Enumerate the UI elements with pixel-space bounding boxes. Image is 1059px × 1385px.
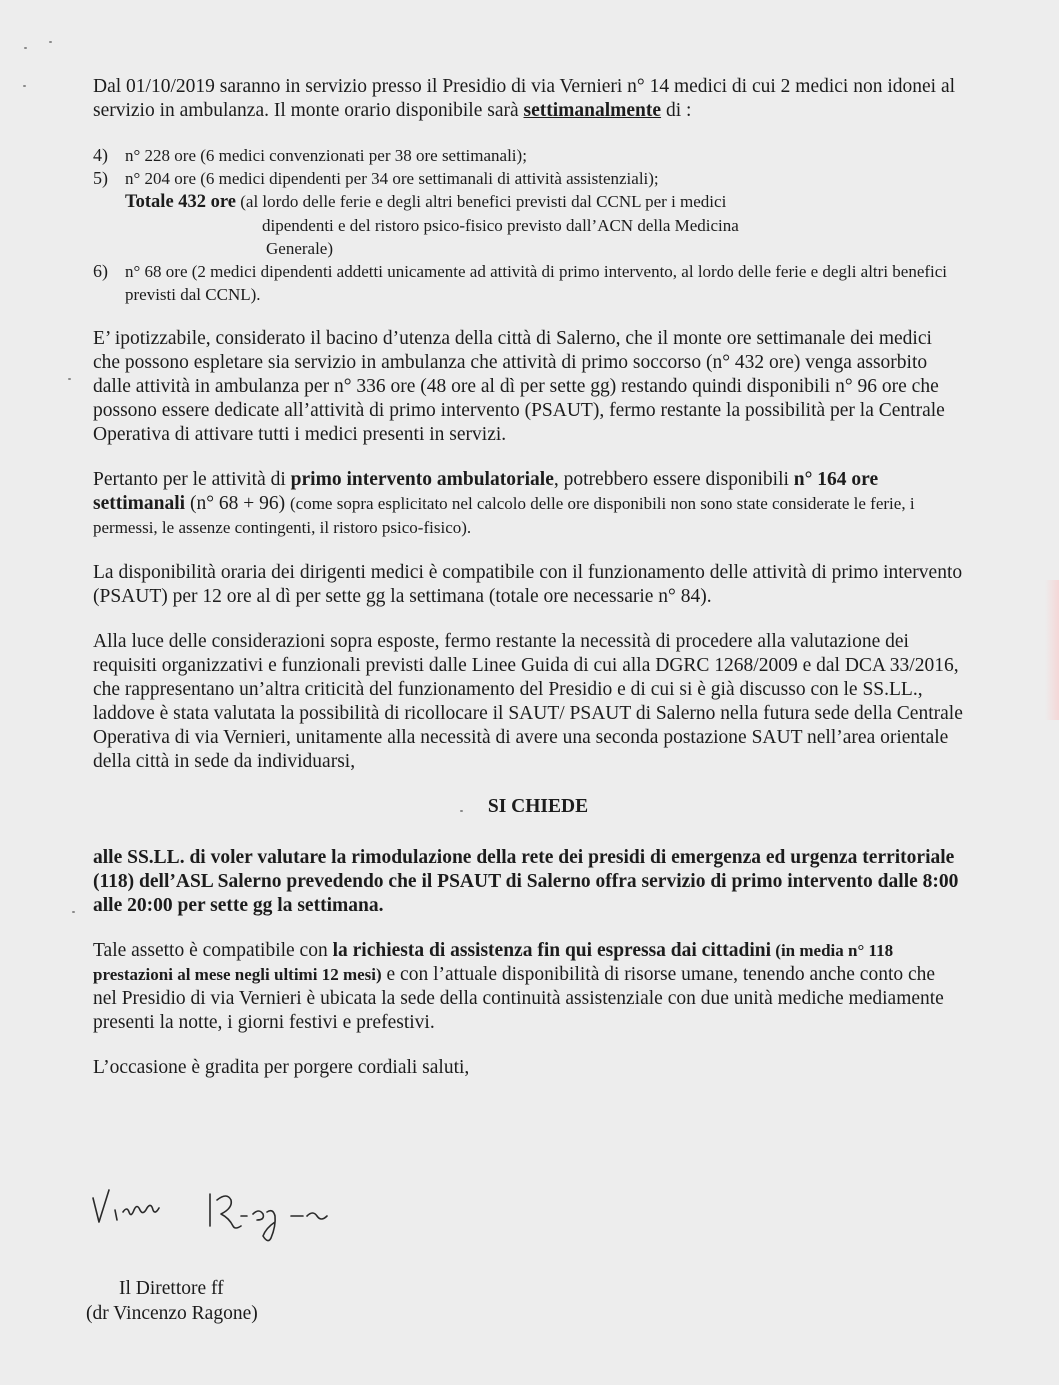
handwritten-signature xyxy=(85,1180,345,1255)
letter-body xyxy=(93,75,963,1101)
list-item xyxy=(93,167,963,190)
assetto-text: e con l’attuale disponibilità di risorse umane, tenendo anche conto che nel Presidio di via Vernieri è ubicata la sede della continuità assistenziale con due unità mediche mediamente presenti la notte, i giorni festivi e prefestivi. xyxy=(93,964,944,1033)
closing-line: L’occasione è gradita per porgere cordiali saluti, xyxy=(93,1057,470,1078)
totale-note-line: (al lordo delle ferie e degli altri benefici previsti dal CCNL per i medici xyxy=(236,192,727,211)
scan-speck xyxy=(23,85,26,87)
hours-list xyxy=(93,144,963,306)
director-name: (dr Vincenzo Ragone) xyxy=(86,1303,258,1324)
list-item xyxy=(93,144,963,167)
list-item-number: 4) xyxy=(93,145,108,165)
list-item-text: n° 204 ore (6 medici dipendenti per 34 ore settimanali di attività assistenziali); xyxy=(125,169,659,188)
list-item-number: 5) xyxy=(93,168,108,188)
list-item-number: 6) xyxy=(93,261,108,281)
pertanto-note: (come sopra esplicitato nel calcolo delle ore disponibili non sono state considerate le ferie, i permessi, le assenze contingenti, il ristoro psico-fisico). xyxy=(93,494,915,537)
totale-note-line: dipendenti e del ristoro psico-fisico previsto dall’ACN della Medicina xyxy=(262,216,739,235)
assetto-paragraph xyxy=(93,939,963,1035)
totale-label: Totale 432 ore xyxy=(125,192,236,212)
intro-emphasis: settimanalmente xyxy=(523,100,662,121)
intro-text: Dal 01/10/2019 saranno in servizio presso il Presidio di via Vernieri n° 14 medici di cui 2 medici non idonei al servizio in ambulanza. Il monte orario disponibile sarà xyxy=(93,76,956,121)
assetto-stats: (in media n° 118 prestazioni al mese negli ultimi 12 mesi) xyxy=(93,941,894,984)
scan-speck xyxy=(49,41,52,43)
list-item-text: n° 68 ore (2 medici dipendenti addetti unicamente ad attività di primo intervento, al lordo delle ferie e degli altri benefici previsti dal CCNL). xyxy=(125,262,948,304)
luce-paragraph: Alla luce delle considerazioni sopra esposte, fermo restante la necessità di procedere alla valutazione dei requisiti organizzativi e funzionali previsti dalle Linee Guida di cui alla DGRC 1268/2009 e dal DCA 33/2016, che rappresentano un’altra criticità del funzionamento del Presidio e di cui si è già discusso con le SS.LL., laddove è stata valutata la possibilità di ricollocare il SAUT/ PSAUT di Salerno nella futura sede della Centrale Operativa di via Vernieri, unitamente alla necessità di avere una seconda postazione SAUT nell’area orientale della città in sede da individuarsi, xyxy=(93,631,963,772)
list-item-text: n° 228 ore (6 medici convenzionati per 38 ore settimanali); xyxy=(125,146,527,165)
totale-block xyxy=(125,190,963,260)
intro-text-end: di : xyxy=(661,100,692,121)
director-title: Il Direttore ff xyxy=(119,1278,224,1299)
pertanto-text: (n° 68 + 96) xyxy=(185,493,290,514)
totale-note-line: Generale) xyxy=(266,239,334,258)
pertanto-hours: n° 164 ore settimanali xyxy=(93,469,879,514)
ipotizzabile-paragraph: E’ ipotizzabile, considerato il bacino d’utenza della città di Salerno, che il monte ore settimanale dei medici che possono espletare sia servizio in ambulanza che attività di primo soccorso (n° 432 ore) venga assorbito dalle attività in ambulanza per n° 336 ore (48 ore al dì per sette gg) restando quindi disponibili n° 96 ore che possono essere dedicate all’attività di primo intervento (PSAUT), fermo restante la possibilità per la Centrale Operativa di attivare tutti i medici presenti in servizi. xyxy=(93,328,945,445)
pertanto-paragraph xyxy=(93,468,963,540)
pertanto-text: , potrebbero essere disponibili xyxy=(553,469,794,490)
disponibilita-paragraph: La disponibilità oraria dei dirigenti medici è compatibile con il funzionamento delle attività di primo intervento (PSAUT) per 12 ore al dì per sette gg la settimana (totale ore necessarie n° 84). xyxy=(93,562,963,607)
scan-speck xyxy=(24,47,27,49)
intro-paragraph xyxy=(93,75,963,123)
pertanto-emphasis: primo intervento ambulatoriale xyxy=(290,469,554,490)
scan-speck xyxy=(72,911,75,913)
scan-edge-tint xyxy=(1045,580,1059,720)
director-block xyxy=(86,1276,258,1326)
scan-speck xyxy=(68,378,71,380)
assetto-text: Tale assetto è compatibile con xyxy=(93,940,333,961)
si-chiede-heading: SI CHIEDE xyxy=(487,796,589,817)
pertanto-text: Pertanto per le attività di xyxy=(93,469,291,490)
assetto-emphasis: la richiesta di assistenza fin qui espressa dai cittadini xyxy=(332,940,772,961)
request-paragraph: alle SS.LL. di voler valutare la rimodulazione della rete dei presidi di emergenza ed urgenza territoriale (118) dell’ASL Salerno prevedendo che il PSAUT di Salerno offra servizio di primo intervento dalle 8:00 alle 20:00 per sette gg la settimana. xyxy=(93,847,959,916)
list-item xyxy=(93,260,963,306)
